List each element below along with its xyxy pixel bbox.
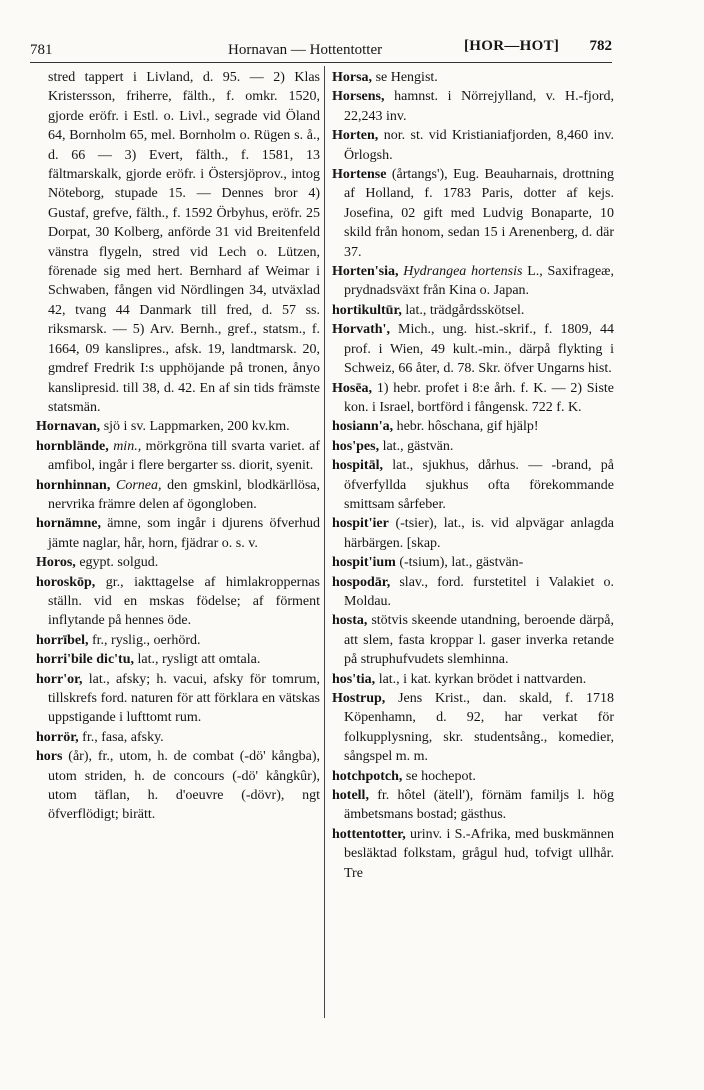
dictionary-entry <box>332 165 614 262</box>
entry-text: urinv. i S.-Afrika, med buskmännen besläktad folkstam, grågul hud, tofvigt ullhår. Tre <box>344 826 615 881</box>
entry-text: se hochepot. <box>405 768 476 784</box>
entry-headword: Hosēa, <box>332 380 373 396</box>
entry-headword: hotell, <box>332 788 369 804</box>
dictionary-entry <box>36 747 320 825</box>
dictionary-entry <box>36 573 320 631</box>
entry-headword: hortikultūr, <box>332 302 402 318</box>
entry-text: 1) hebr. profet i 8:e årh. f. K. — 2) Siste kon. i Israel, bortförd i fångensk. 722 f. K. <box>344 380 614 415</box>
entry-text: Mich., ung. hist.-skrif., f. 1809, 44 prof. i Wien, 49 kult.-min., därpå flykting i Schweiz, 66 åter, d. 78. Skr. öfver Ungarns hist. <box>344 322 614 377</box>
dictionary-entry <box>332 670 614 689</box>
entry-text: (-tsium), lat., gästvän- <box>399 555 524 571</box>
entry-headword: Horten'sia, <box>332 264 399 280</box>
dictionary-entry <box>332 767 614 786</box>
dictionary-entry <box>36 631 320 650</box>
entry-headword: horrör, <box>36 729 79 745</box>
column-divider <box>324 66 325 1018</box>
left-column <box>36 68 320 825</box>
entry-text: fr. hôtel (ätell'), förnäm familjs l. hög ämbetsmans bostad; gästhus. <box>344 788 614 823</box>
entry-text: slav., ford. furstetitel i Valakiet o. Moldau. <box>344 574 615 609</box>
dictionary-entry <box>332 573 614 612</box>
entry-headword: hos'pes, <box>332 438 380 454</box>
dictionary-entry <box>36 68 320 417</box>
dictionary-entry <box>332 262 614 301</box>
entry-text: (år), fr., utom, h. de combat (-dö' kångba), utom striden, h. de concours (-dö' kångkûr), utom täflan, h. d'oeuvre (-dövr), ngt öfverflödigt; birätt. <box>48 749 321 823</box>
dictionary-entry <box>36 650 320 669</box>
dictionary-entry <box>36 670 320 728</box>
entry-text: mörkgröna till svarta variet. af amfibol, ingår i flere bergarter ss. diorit, syenit. <box>48 438 320 474</box>
dictionary-entry <box>332 553 614 572</box>
entry-headword: hornhinnan, <box>36 477 111 493</box>
dictionary-entry <box>332 320 614 378</box>
entry-text: lat., sjukhus, dårhus. — -brand, på öfverfyllda sjukhus ofta förekommande smittsam sårfeber. <box>344 458 614 512</box>
dictionary-entry <box>332 87 614 126</box>
entry-headword: Horten, <box>332 128 379 144</box>
entry-headword: Hornavan, <box>36 419 101 435</box>
entry-text: hebr. hôschana, gif hjälp! <box>396 419 539 435</box>
dictionary-entry <box>332 437 614 456</box>
entry-headword: hosiann'a, <box>332 419 394 435</box>
entry-headword: horri'bile dic'tu, <box>36 652 134 668</box>
entry-text: L., Saxifrageæ, prydnadsväxt från Kina o. Japan. <box>344 264 615 299</box>
entry-text: den gmskinl, blodkärllösa, nervrika främre delen af ögongloben. <box>48 477 320 512</box>
entry-italic: min., <box>113 438 142 454</box>
entry-text: fr., ryslig., oerhörd. <box>92 632 201 648</box>
page-number-left: 781 <box>30 42 53 58</box>
entry-text: hamnst. i Nörrejylland, v. H.-fjord, 22,243 inv. <box>344 89 614 124</box>
entry-text: (årtangs'), Eug. Beauharnais, drottning af Holland, f. 1783 Paris, dotter af kejs. Josefina, 02 gift med Ludvig Bonaparte, 10 skild från honom, sedan 15 i Arenenberg, d. där 37. <box>344 167 615 260</box>
entry-text: (-tsier), lat., is. vid alpvägar anlagda härbärgen. [skap. <box>344 516 614 551</box>
entry-text: stred tappert i Livland, d. 95. — 2) Klas Kristersson, friherre, fälth., f. omkr. 1520, gjorde eröfr. i Estl. o. Livl., segrade vid Öland 64, Bornholm 65, mel. Bornholm o. Rügen s. å., d. 66 — 3) Evert, fälth., f. 1581, 13 fältmarskalk, gjorde eröfr. i Östersjöprov., intog Nöteborg, stupade 15. — Dennes bror 4) Gustaf, grefve, fälth., f. 1592 Örbyhus, eröfr. 25 Dorpat, 30 Kolberg, anförde 31 vid Breitenfeld vänstra flygeln, stred vid Lech o. Lützen, förenade sig med hert. Bernhard af Weimar i Schwaben, fången vid Nördlingen 34, utväxlad 42, tvang 44 Danmark till fred, d. 57 ss. riksmarsk. — 5) Arv. Bernh., gref., statsm., f. 1664, 09 kanslipres., afsk. 19, landtmarsk. 20, gmdref Fredrik I:s upphöjande på tronen, ånyo kanslipresid. till 38, d. 42. En af sin tids främste statsmän. <box>48 70 320 415</box>
dictionary-entry <box>332 611 614 669</box>
entry-text: se Hengist. <box>375 70 438 85</box>
entry-text: egypt. solgud. <box>79 555 159 571</box>
entry-headword: hosta, <box>332 613 368 629</box>
dictionary-entry <box>332 417 614 436</box>
entry-headword: Horos, <box>36 555 76 571</box>
entry-text: ämne, som ingår i djurens öfverhud jämte naglar, hår, horn, fjädrar o. s. v. <box>48 516 321 551</box>
entry-text: lat., i kat. kyrkan brödet i nattvarden. <box>378 671 587 687</box>
entry-italic: Hydrangea hortensis <box>403 264 523 280</box>
header-rule <box>30 62 612 63</box>
entry-headword: horoskōp, <box>36 574 96 590</box>
dictionary-entry <box>332 514 614 553</box>
right-column <box>332 68 614 883</box>
entry-headword: hors <box>36 749 63 765</box>
dictionary-entry <box>332 126 614 165</box>
entry-text: lat., rysligt att omtala. <box>137 652 261 668</box>
dictionary-entry <box>36 417 320 436</box>
dictionary-entry <box>332 379 614 418</box>
dictionary-entry <box>332 301 614 320</box>
dictionary-entry <box>36 437 320 476</box>
dictionary-entry <box>36 728 320 747</box>
entry-text: nor. st. vid Kristianiafjorden, 8,460 inv. Örlogsh. <box>344 128 615 163</box>
entry-headword: hottentotter, <box>332 826 406 842</box>
dictionary-entry <box>332 456 614 514</box>
entry-headword: Horsa, <box>332 70 373 85</box>
entry-headword: hospodār, <box>332 574 391 590</box>
dictionary-entry <box>332 68 614 87</box>
entry-text: lat., trädgårdsskötsel. <box>405 302 525 318</box>
entry-text: fr., fasa, afsky. <box>82 729 164 745</box>
entry-headword: Hortense <box>332 167 387 183</box>
entry-headword: hospit'ium <box>332 555 396 571</box>
dictionary-entry <box>36 476 320 515</box>
entry-headword: Horvath', <box>332 322 390 338</box>
entry-text: lat., afsky; h. vacui, afsky för tomrum, tillskrefs ford. naturen för att förklara en vätskas uppstigande i lufttomt rum. <box>48 671 321 726</box>
page-header <box>30 38 612 62</box>
entry-headword: Horsens, <box>332 89 385 105</box>
entry-headword: hornblände, <box>36 438 109 454</box>
entry-headword: horrībel, <box>36 632 89 648</box>
entry-headword: hospitāl, <box>332 458 383 474</box>
running-title: Hornavan — Hottentotter <box>228 42 383 58</box>
entry-text: lat., gästvän. <box>382 438 454 454</box>
entry-text: Jens Krist., dan. skald, f. 1718 Köpenhamn, d. 92, har verkat för folkupplysning, skr. studentsång., komedier, sångspel m. m. <box>344 691 614 765</box>
page-number-right: 782 <box>589 38 612 54</box>
entry-text: sjö i sv. Lappmarken, 200 kv.km. <box>103 419 290 435</box>
entry-headword: hos'tia, <box>332 671 376 687</box>
entry-headword: hotchpotch, <box>332 768 403 784</box>
guide-words: [HOR—HOT] <box>464 38 560 54</box>
entry-text: gr., iakttagelse af himlakroppernas ställn. vid en mskas födelse; af förment inflytande på hennes öde. <box>48 574 320 629</box>
dictionary-entry <box>332 689 614 767</box>
dictionary-entry <box>332 786 614 825</box>
entry-headword: hornämne, <box>36 516 101 532</box>
dictionary-entry <box>332 825 614 883</box>
entry-italic: Cornea, <box>115 477 162 493</box>
entry-headword: Hostrup, <box>332 691 386 706</box>
entry-headword: hospit'ier <box>332 516 389 532</box>
dictionary-entry <box>36 553 320 572</box>
entry-headword: horr'or, <box>36 671 83 687</box>
entry-text: stötvis skeende utandning, beroende därpå, att slem, fasta kroppar l. gaser inverka retande på struphufvudets slemhinna. <box>344 613 615 668</box>
dictionary-entry <box>36 514 320 553</box>
